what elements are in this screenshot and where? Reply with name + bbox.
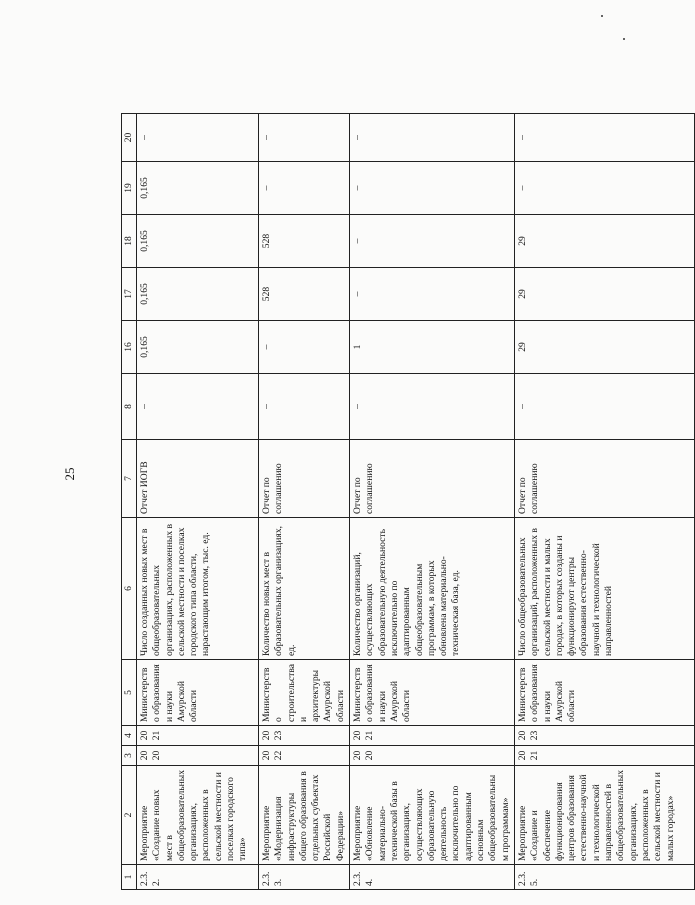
event-name: Мероприятие «Модернизация инфраструктуры общего образования в отдельных субъектах Российской Федерации» [259,766,350,865]
header-cell: 3 [122,746,137,766]
header-cell: 2 [122,766,137,865]
value-col-16: 1 [350,321,515,374]
start-year: 2022 [259,746,350,766]
page-number: 25 [62,467,77,481]
data-source: Отчет по соглашению [350,440,515,518]
header-cell: 1 [122,865,137,890]
indicator: Число созданных новых мест в общеобразовательных организациях, расположенных в сельской местности и поселках городского типа области, нарастающим итогом, тыс. ед. [137,518,259,660]
program-events-table [121,113,695,890]
header-cell: 19 [122,162,137,215]
table-row [259,114,350,890]
value-col-8: – [259,374,350,440]
end-year: 2023 [514,726,694,746]
row-number: 2.3.4. [350,865,515,890]
value-col-16: 0,165 [137,321,259,374]
executor: Министерство образования и науки Амурской области [514,660,694,726]
end-year: 2023 [259,726,350,746]
value-col-20: – [137,114,259,162]
end-year: 2021 [137,726,259,746]
value-col-8: – [514,374,694,440]
value-col-18: – [350,215,515,268]
indicator: Число общеобразовательных организаций, расположенных в сельской местности и малых городах, в которых созданы и функционируют центры образования естественно-научной и технологической направленностей [514,518,694,660]
header-cell: 16 [122,321,137,374]
header-cell: 4 [122,726,137,746]
data-source: Отчет по соглашению [514,440,694,518]
data-source: Отчет ИОГВ [137,440,259,518]
header-cell: 18 [122,215,137,268]
scan-speck [601,15,603,17]
value-col-18: 29 [514,215,694,268]
scan-speck [623,38,625,40]
value-col-19: – [259,162,350,215]
executor: Министерство строительства и архитектуры Амурской области [259,660,350,726]
table-row [514,114,694,890]
value-col-17: 528 [259,268,350,321]
value-col-17: 29 [514,268,694,321]
header-cell: 8 [122,374,137,440]
value-col-18: 0,165 [137,215,259,268]
table-row [350,114,515,890]
row-number: 2.3.3. [259,865,350,890]
header-cell: 20 [122,114,137,162]
header-cell: 17 [122,268,137,321]
header-row [122,114,137,890]
value-col-19: – [514,162,694,215]
value-col-16: 29 [514,321,694,374]
rotated-table-wrapper [121,114,676,890]
event-name: Мероприятие «Создание и обеспечение функционирования центров образования естественно-научной и технологической направленностей в общеобразовательных организациях, расположенных в сельской местности и малых городах» [514,766,694,865]
indicator: Количество организаций, осуществляющих образовательную деятельность исключительно по адаптированным общеобразовательным программам, в которых обновлена материально-техническая база, ед. [350,518,515,660]
value-col-20: – [350,114,515,162]
event-name: Мероприятие «Создание новых мест в общеобразовательных организациях, расположенных в сельской местности и поселках городского типа» [137,766,259,865]
indicator: Количество новых мест в образовательных организациях, ед. [259,518,350,660]
value-col-20: – [514,114,694,162]
row-number: 2.3.5. [514,865,694,890]
start-year: 2021 [514,746,694,766]
row-number: 2.3.2. [137,865,259,890]
event-name: Мероприятие «Обновление материально-технической базы в организациях, осуществляющих образовательную деятельность исключительно по адаптированным основным общеобразовательным программам» [350,766,515,865]
value-col-8: – [137,374,259,440]
data-source: Отчет по соглашению [259,440,350,518]
value-col-16: – [259,321,350,374]
value-col-17: 0,165 [137,268,259,321]
executor: Министерство образования и науки Амурской области [350,660,515,726]
value-col-18: 528 [259,215,350,268]
header-cell: 7 [122,440,137,518]
value-col-17: – [350,268,515,321]
header-cell: 5 [122,660,137,726]
header-cell: 6 [122,518,137,660]
value-col-8: – [350,374,515,440]
start-year: 2020 [350,746,515,766]
table-row [137,114,259,890]
value-col-20: – [259,114,350,162]
start-year: 2020 [137,746,259,766]
end-year: 2021 [350,726,515,746]
value-col-19: 0,165 [137,162,259,215]
value-col-19: – [350,162,515,215]
executor: Министерство образования и науки Амурской области [137,660,259,726]
